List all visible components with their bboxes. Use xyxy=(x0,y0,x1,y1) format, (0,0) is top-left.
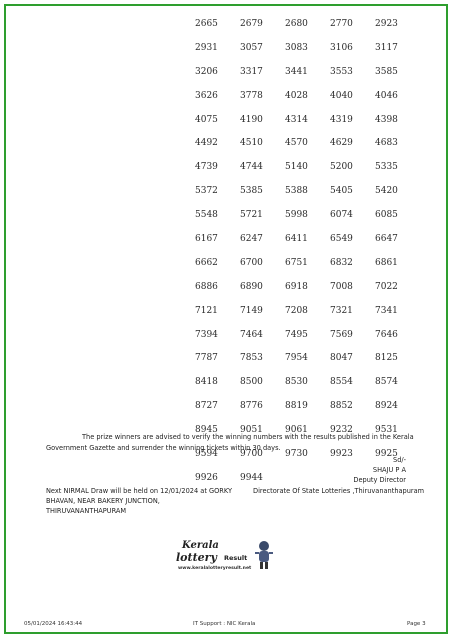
logo-word-result: Result xyxy=(224,554,248,562)
ticket-number: 5140 xyxy=(285,162,308,173)
signatory-title: Deputy Director xyxy=(353,476,406,484)
ticket-number: 8530 xyxy=(285,377,308,388)
ticket-number: 6411 xyxy=(285,234,308,245)
ticket-number: 6886 xyxy=(195,281,218,292)
ticket-number: 3117 xyxy=(375,42,398,53)
ticket-number: 7853 xyxy=(240,353,263,364)
ticket-number: 3083 xyxy=(285,42,308,53)
ticket-number: 3206 xyxy=(195,66,218,77)
ticket-number: 9730 xyxy=(285,449,308,460)
ticket-number: 9061 xyxy=(285,425,308,436)
ticket-number: 3317 xyxy=(240,66,263,77)
ticket-number: 8125 xyxy=(375,353,398,364)
ticket-number: 4190 xyxy=(240,114,263,125)
footer-page-number: Page 3 xyxy=(407,621,426,627)
ticket-number: 8852 xyxy=(330,401,353,412)
ticket-number: 9594 xyxy=(195,449,218,460)
ticket-number: 9925 xyxy=(375,449,398,460)
ticket-number: 8924 xyxy=(375,401,398,412)
ticket-number: 9531 xyxy=(375,425,398,436)
ticket-number: 6247 xyxy=(240,234,263,245)
ticket-number: 9051 xyxy=(240,425,263,436)
logo-word-kerala: Kerala xyxy=(182,540,219,551)
ticket-number: 5200 xyxy=(330,162,353,173)
ticket-number: 4510 xyxy=(240,138,263,149)
ticket-number: 7787 xyxy=(195,353,218,364)
ticket-number: 8500 xyxy=(240,377,263,388)
next-draw-info xyxy=(46,486,246,516)
next-draw-line-3: THIRUVANANTHAPURAM xyxy=(46,507,127,515)
ticket-number: 6918 xyxy=(285,281,308,292)
ticket-number: 5385 xyxy=(240,186,263,197)
ticket-number: 7341 xyxy=(375,305,398,316)
signature-block xyxy=(353,455,406,485)
ticket-number: 9923 xyxy=(330,449,353,460)
ticket-number: 6832 xyxy=(330,257,353,268)
notice-line-1: The prize winners are advised to verify the winning numbers with the results published in the Kerala xyxy=(82,433,414,441)
logo-word-lottery: lottery xyxy=(176,551,217,564)
ticket-number: 6549 xyxy=(330,234,353,245)
ticket-number: 7121 xyxy=(195,305,218,316)
ticket-number: 2665 xyxy=(195,19,218,29)
ticket-number: 6662 xyxy=(195,257,218,268)
winner-notice xyxy=(46,432,416,454)
notice-line-2: Government Gazette and surrender the winning tickets within 30 days. xyxy=(46,444,281,452)
footer-timestamp: 05/01/2024 16:43:44 xyxy=(24,621,83,627)
ticket-number: 7208 xyxy=(285,305,308,316)
ticket-number: 4075 xyxy=(195,114,218,125)
footer-support: IT Support : NIC Kerala xyxy=(193,621,256,627)
ticket-number: 4040 xyxy=(330,90,353,101)
ticket-number: 8554 xyxy=(330,377,353,388)
ticket-number: 3441 xyxy=(285,66,308,77)
ticket-number: 3585 xyxy=(375,66,398,77)
ticket-number: 7646 xyxy=(375,329,398,340)
ticket-number: 4492 xyxy=(195,138,218,149)
ticket-number: 3553 xyxy=(330,66,353,77)
ticket-number: 6890 xyxy=(240,281,263,292)
ticket-number: 5721 xyxy=(240,210,263,221)
ticket-number: 5420 xyxy=(375,186,398,197)
ticket-number: 9944 xyxy=(240,472,263,483)
ticket-number: 5335 xyxy=(375,162,398,173)
ticket-number: 6085 xyxy=(375,210,398,221)
ticket-number: 8418 xyxy=(195,377,218,388)
ticket-number: 3626 xyxy=(195,90,218,101)
next-draw-line-2: BHAVAN, NEAR BAKERY JUNCTION, xyxy=(46,497,160,505)
winning-numbers-grid xyxy=(195,17,420,495)
ticket-number: 2931 xyxy=(195,42,218,53)
logo-url: www.keralalotteryresult.net xyxy=(178,566,252,571)
ticket-number: 2679 xyxy=(240,19,263,29)
ticket-number: 7495 xyxy=(285,329,308,340)
ticket-number: 8047 xyxy=(330,353,353,364)
ticket-number: 6167 xyxy=(195,234,218,245)
mascot-icon xyxy=(254,540,274,570)
kerala-lottery-result-logo xyxy=(172,540,282,580)
ticket-number: 6751 xyxy=(285,257,308,268)
ticket-number: 5372 xyxy=(195,186,218,197)
ticket-number: 4046 xyxy=(375,90,398,101)
ticket-number: 3778 xyxy=(240,90,263,101)
ticket-number: 6700 xyxy=(240,257,263,268)
ticket-number: 4319 xyxy=(330,114,353,125)
ticket-number: 7321 xyxy=(330,305,353,316)
ticket-number: 4398 xyxy=(375,114,398,125)
ticket-number: 7022 xyxy=(375,281,398,292)
ticket-number: 7149 xyxy=(240,305,263,316)
ticket-number: 5998 xyxy=(285,210,308,221)
ticket-number: 5548 xyxy=(195,210,218,221)
ticket-number: 3106 xyxy=(330,42,353,53)
ticket-number: 8945 xyxy=(195,425,218,436)
ticket-number: 8574 xyxy=(375,377,398,388)
ticket-number: 4028 xyxy=(285,90,308,101)
signature-sd: Sd/- xyxy=(393,456,406,464)
ticket-number: 2770 xyxy=(330,19,353,29)
next-draw-line-1: Next NIRMAL Draw will be held on 12/01/2024 at GORKY xyxy=(46,487,233,495)
ticket-number: 5388 xyxy=(285,186,308,197)
ticket-number: 4570 xyxy=(285,138,308,149)
ticket-number: 3057 xyxy=(240,42,263,53)
ticket-number: 6074 xyxy=(330,210,353,221)
ticket-number: 7464 xyxy=(240,329,263,340)
ticket-number: 4744 xyxy=(240,162,263,173)
ticket-number: 9232 xyxy=(330,425,353,436)
ticket-number: 9700 xyxy=(240,449,263,460)
ticket-number: 6861 xyxy=(375,257,398,268)
ticket-number: 2680 xyxy=(285,19,308,29)
ticket-number: 4629 xyxy=(330,138,353,149)
ticket-number: 7008 xyxy=(330,281,353,292)
ticket-number: 9926 xyxy=(195,472,218,483)
ticket-number: 8819 xyxy=(285,401,308,412)
ticket-number: 5405 xyxy=(330,186,353,197)
ticket-number: 8776 xyxy=(240,401,263,412)
ticket-number: 6647 xyxy=(375,234,398,245)
ticket-number: 7394 xyxy=(195,329,218,340)
directorate-office: Directorate Of State Lotteries ,Thiruvananthapuram xyxy=(253,487,425,495)
ticket-number: 4683 xyxy=(375,138,398,149)
ticket-number: 4314 xyxy=(285,114,308,125)
ticket-number: 8727 xyxy=(195,401,218,412)
ticket-number: 7569 xyxy=(330,329,353,340)
ticket-number: 4739 xyxy=(195,162,218,173)
ticket-number: 2923 xyxy=(375,19,398,29)
signatory-name: SHAJU P A xyxy=(372,466,406,474)
ticket-number: 7954 xyxy=(285,353,308,364)
